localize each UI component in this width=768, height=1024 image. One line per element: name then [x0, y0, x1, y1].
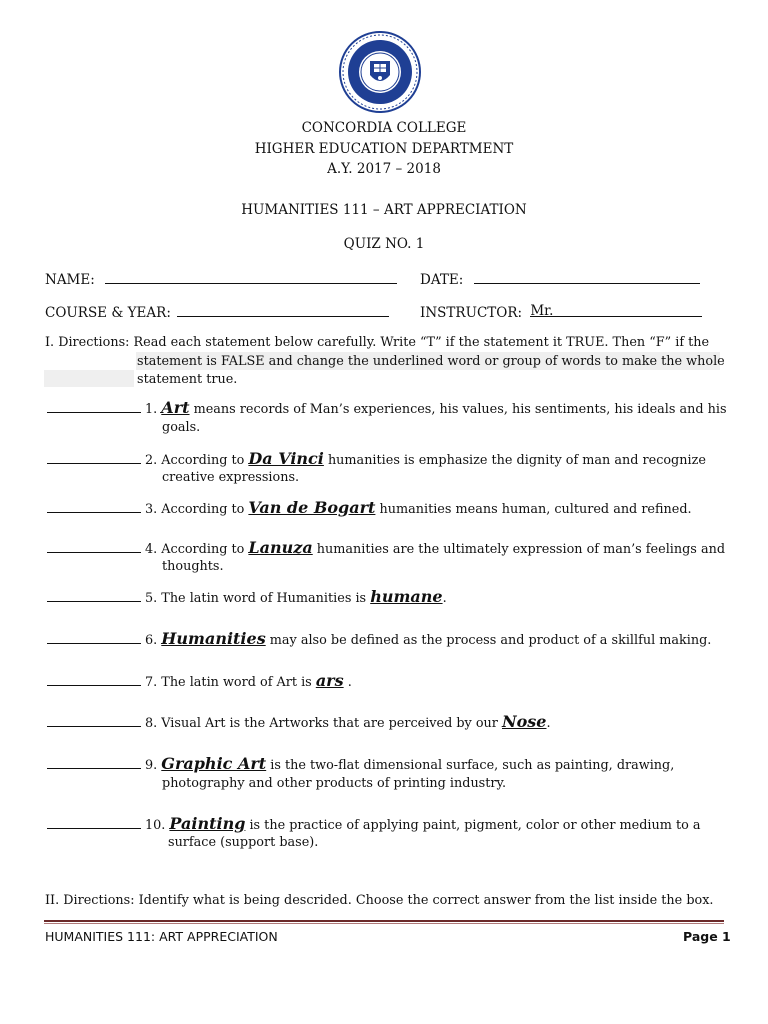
- underlined-term: Van de Bogart: [248, 498, 376, 517]
- question-continuation: creative expressions.: [162, 470, 300, 485]
- question-number: 4.: [145, 542, 162, 557]
- question-continuation: goals.: [162, 420, 201, 435]
- section2-directions: II. Directions: Identify what is being descrided. Choose the correct answer from the list inside the box.: [45, 893, 714, 908]
- question-item: [47, 450, 706, 470]
- question-text-before: The latin word of Art is: [161, 675, 316, 690]
- section1-directions-line3: statement true.: [137, 372, 238, 387]
- underlined-term: Painting: [169, 814, 246, 833]
- question-item: [47, 499, 692, 519]
- quiz-title: QUIZ NO. 1: [343, 236, 425, 252]
- question-continuation: photography and other products of printing industry.: [162, 776, 507, 791]
- underlined-term: ars: [315, 671, 344, 690]
- question-number: 2.: [145, 453, 162, 468]
- footer-rule-light: [44, 923, 724, 924]
- footer-subject: HUMANITIES 111: ART APPRECIATION: [45, 929, 278, 944]
- question-number: 8.: [145, 716, 162, 731]
- question-item: [47, 630, 711, 650]
- answer-blank[interactable]: [47, 400, 141, 413]
- instructor-field-row: [420, 303, 702, 321]
- question-item: [47, 815, 701, 835]
- question-text-before: According to: [161, 542, 249, 557]
- course-field-row: [45, 303, 389, 321]
- question-number: 3.: [145, 502, 162, 517]
- question-number: 9.: [145, 758, 162, 773]
- academic-year: A.Y. 2017 – 2018: [327, 161, 441, 177]
- question-text-after: .: [343, 675, 352, 690]
- answer-blank[interactable]: [47, 589, 141, 602]
- answer-blank[interactable]: [47, 816, 141, 829]
- date-input-line[interactable]: [474, 270, 700, 284]
- instructor-value: Mr.: [530, 303, 554, 319]
- name-field-row: [45, 270, 397, 288]
- question-number: 5.: [145, 591, 162, 606]
- underlined-term: humane: [370, 587, 443, 606]
- answer-blank[interactable]: [47, 500, 141, 513]
- section1-directions-line2: statement is FALSE and change the underlined word or group of words to make the whole: [137, 354, 725, 369]
- answer-blank[interactable]: [47, 756, 141, 769]
- question-text-before: Visual Art is the Artworks that are perceived by our: [161, 716, 502, 731]
- question-item: [47, 672, 352, 692]
- answer-blank[interactable]: [47, 673, 141, 686]
- footer-rule-dark: [44, 920, 724, 922]
- underlined-term: Da Vinci: [248, 449, 324, 468]
- highlight-band-left: [44, 370, 134, 387]
- underlined-term: Graphic Art: [161, 754, 267, 773]
- question-text-after: humanities are the ultimately expression of man’s feelings and: [312, 542, 726, 557]
- underlined-term: Nose: [502, 712, 547, 731]
- question-text-before: According to: [161, 502, 249, 517]
- question-item: [47, 588, 447, 608]
- date-field-row: [420, 270, 700, 288]
- question-text-after: may also be defined as the process and product of a skillful making.: [265, 633, 712, 648]
- question-continuation: surface (support base).: [168, 835, 319, 850]
- question-text-before: The latin word of Humanities is: [161, 591, 371, 606]
- name-input-line[interactable]: [105, 270, 397, 284]
- question-item: [47, 713, 551, 733]
- question-text-before: According to: [161, 453, 249, 468]
- question-number: 6.: [145, 633, 162, 648]
- question-item: [47, 755, 674, 775]
- section1-directions-line1: I. Directions: Read each statement below carefully. Write “T” if the statement it TRUE. Then “F” if the: [45, 335, 710, 350]
- question-text-after: is the two-flat dimensional surface, such as painting, drawing,: [266, 758, 675, 773]
- college-seal-icon: [339, 31, 421, 113]
- date-label: DATE:: [420, 272, 464, 288]
- instructor-label: INSTRUCTOR:: [420, 305, 523, 321]
- name-label: NAME:: [45, 272, 95, 288]
- question-text-after: humanities is emphasize the dignity of man and recognize: [323, 453, 706, 468]
- question-text-after: means records of Man’s experiences, his values, his sentiments, his ideals and his: [189, 402, 727, 417]
- question-number: 1.: [145, 402, 162, 417]
- question-item: [47, 399, 727, 419]
- course-input-line[interactable]: [177, 303, 389, 317]
- college-name: CONCORDIA COLLEGE: [301, 120, 467, 136]
- question-text-after: is the practice of applying paint, pigment, color or other medium to a: [245, 818, 701, 833]
- answer-blank[interactable]: [47, 540, 141, 553]
- course-label: COURSE & YEAR:: [45, 305, 171, 321]
- subject-title: HUMANITIES 111 – ART APPRECIATION: [241, 202, 527, 218]
- underlined-term: Lanuza: [248, 538, 313, 557]
- question-text-after: humanities means human, cultured and refined.: [375, 502, 692, 517]
- answer-blank[interactable]: [47, 714, 141, 727]
- department-name: HIGHER EDUCATION DEPARTMENT: [254, 141, 514, 157]
- question-text-after: .: [546, 716, 551, 731]
- underlined-term: Art: [161, 398, 190, 417]
- question-continuation: thoughts.: [162, 559, 224, 574]
- question-number: 10.: [145, 818, 170, 833]
- answer-blank[interactable]: [47, 451, 141, 464]
- question-text-after: .: [442, 591, 447, 606]
- instructor-input-line[interactable]: [530, 303, 702, 317]
- question-number: 7.: [145, 675, 162, 690]
- underlined-term: Humanities: [161, 629, 266, 648]
- page-number: Page 1: [683, 929, 731, 944]
- answer-blank[interactable]: [47, 631, 141, 644]
- question-item: [47, 539, 725, 559]
